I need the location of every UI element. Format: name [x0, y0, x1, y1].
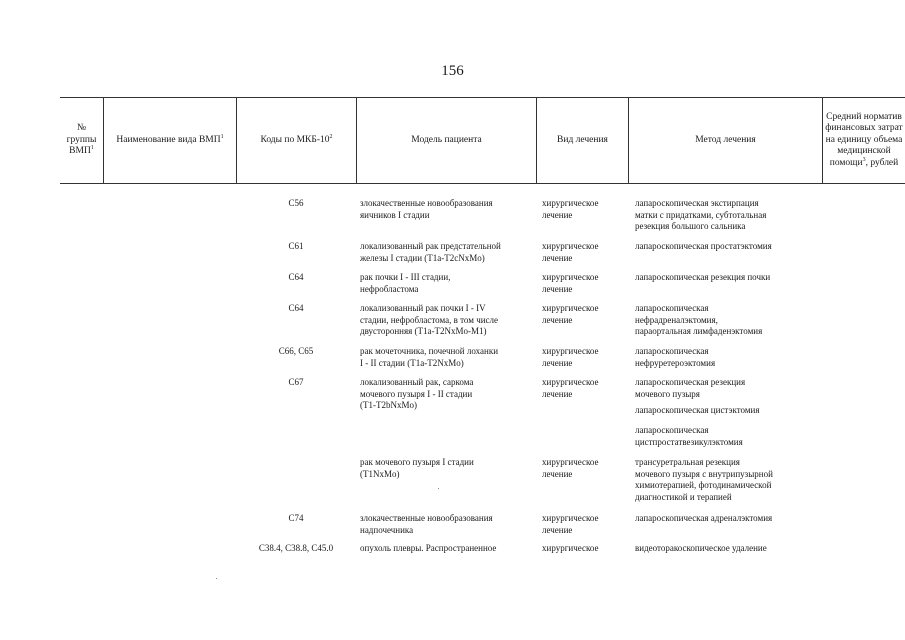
header-icd-codes-label: Коды по МКБ-10	[260, 134, 330, 145]
treatment-type-cell-line: хирургическое	[542, 303, 599, 313]
patient-model-cell	[360, 513, 493, 536]
patient-model-cell-line: стадии, нефробластома, в том числе	[360, 314, 499, 325]
treatment-type-cell-line: хирургическое	[542, 513, 599, 523]
treatment-type-cell-line: хирургическое	[542, 241, 599, 251]
patient-model-cell	[360, 303, 498, 338]
patient-model-cell	[360, 241, 501, 264]
treatment-method-cell-line: диагностикой и терапией	[635, 491, 732, 502]
patient-model-cell-line: нефробластома	[360, 283, 419, 294]
treatment-type-cell-line: хирургическое	[542, 377, 599, 387]
footnote-ref: 1	[220, 133, 224, 140]
header-avg-cost-label: Средний норматив финансовых затрат на единицу объема медицинской помощи	[825, 111, 903, 168]
header-vmp-name	[103, 98, 236, 183]
treatment-method-cell-line: лапароскопическая	[635, 346, 709, 356]
treatment-method-cell-line: лапароскопическая	[635, 303, 709, 313]
treatment-type-cell	[542, 377, 598, 400]
treatment-method-cell-line: лапароскопическая резекция почки	[635, 272, 771, 282]
patient-model-cell-line: рак почки I - III стадии,	[360, 272, 451, 282]
treatment-method-cell	[635, 457, 773, 503]
icd-code-cell: C61	[288, 241, 304, 251]
treatment-method-cell-line: химиотерапией, фотодинамической	[635, 480, 772, 490]
patient-model-cell-line: двусторонняя (T1a-T2NxMo-M1)	[360, 326, 487, 336]
treatment-type-cell	[542, 513, 598, 536]
treatment-type-cell	[542, 346, 598, 369]
treatment-method-cell-line: мочевого пузыря	[635, 388, 700, 399]
patient-model-cell-line: локализованный рак почки I - IV	[360, 303, 486, 313]
footnote-ref: 1	[90, 145, 94, 152]
patient-model-cell-line: яичников I стадии	[360, 209, 430, 220]
header-patient-model-label: Модель пациента	[411, 134, 482, 145]
treatment-method-cell-line: лапароскопическая простатэктомия	[635, 241, 772, 251]
treatment-method-cell	[635, 303, 762, 338]
header-group-no	[60, 98, 103, 183]
footnote-ref: 3	[862, 156, 866, 163]
treatment-method-cell-line: трансуретральная резекция	[635, 457, 740, 467]
scan-speck	[216, 578, 217, 579]
patient-model-cell-line: (T1NxMo)	[360, 468, 400, 479]
header-treatment-type	[536, 98, 628, 183]
header-avg-cost	[822, 98, 905, 183]
treatment-method-cell-line: лапароскопическая экстирпация	[635, 198, 759, 208]
treatment-type-cell-line: лечение	[542, 283, 573, 294]
treatment-type-cell-line: хирургическое	[542, 543, 599, 553]
treatment-method-cell-line: мочевого пузыря с внутрипузырной	[635, 468, 773, 479]
treatment-method-cell	[635, 405, 760, 417]
treatment-type-cell-line: лечение	[542, 252, 573, 263]
treatment-type-cell	[542, 543, 598, 555]
patient-model-cell	[360, 377, 473, 412]
header-patient-model	[356, 98, 536, 183]
patient-model-cell-line: железы I стадии (T1a-T2cNxMo)	[360, 252, 485, 263]
treatment-type-cell-line: лечение	[542, 357, 573, 368]
header-treatment-method-label: Метод лечения	[695, 134, 756, 145]
treatment-method-cell-line: видеоторакоскопическое удаление	[635, 543, 767, 553]
patient-model-cell-line: I - II стадии (T1a-T2NxMo)	[360, 357, 464, 368]
header-treatment-method	[628, 98, 822, 183]
patient-model-cell	[360, 272, 450, 295]
treatment-method-cell-line: нефруретероэктомия	[635, 357, 716, 368]
treatment-method-cell	[635, 241, 772, 253]
treatment-method-cell	[635, 513, 772, 525]
scan-speck	[438, 488, 439, 489]
treatment-method-cell-line: лапароскопическая резекция	[635, 377, 746, 387]
patient-model-cell-line: (T1-T2bNxMo)	[360, 400, 417, 410]
patient-model-cell-line: рак мочевого пузыря I стадии	[360, 457, 474, 467]
header-treatment-type-label: Вид лечения	[557, 134, 608, 145]
icd-code-cell: C64	[288, 303, 304, 313]
icd-code-cell: C56	[288, 198, 304, 208]
header-group-no-label: № группы ВМП	[66, 123, 97, 157]
treatment-method-cell-line: лапароскопическая адреналэктомия	[635, 513, 773, 523]
treatment-type-cell	[542, 457, 598, 480]
patient-model-cell	[360, 543, 496, 555]
patient-model-cell	[360, 346, 498, 369]
table-header	[60, 97, 905, 184]
treatment-type-cell	[542, 303, 598, 326]
treatment-type-cell-line: хирургическое	[542, 198, 599, 208]
treatment-method-cell-line: параортальная лимфаденэктомия	[635, 326, 763, 336]
patient-model-cell-line: мочевого пузыря I - II стадии	[360, 388, 473, 399]
treatment-method-cell	[635, 198, 766, 233]
treatment-method-cell-line: нефрадреналэктомия,	[635, 314, 718, 325]
treatment-type-cell-line: лечение	[542, 388, 573, 399]
treatment-type-cell	[542, 272, 598, 295]
treatment-type-cell	[542, 198, 598, 221]
treatment-type-cell-line: хирургическое	[542, 346, 599, 356]
patient-model-cell-line: локализованный рак, саркома	[360, 377, 474, 387]
patient-model-cell-line: локализованный рак предстательной	[360, 241, 501, 251]
treatment-method-cell	[635, 543, 767, 555]
treatment-type-cell-line: хирургическое	[542, 457, 599, 467]
treatment-method-cell-line: цистпростатвезикулэктомия	[635, 436, 743, 447]
treatment-type-cell	[542, 241, 598, 264]
icd-code-cell: C66, C65	[278, 346, 314, 356]
treatment-type-cell-line: лечение	[542, 468, 573, 479]
treatment-method-cell	[635, 346, 715, 369]
page-number: 156	[441, 63, 464, 79]
patient-model-cell-line: злокачественные новообразования	[360, 513, 493, 523]
icd-code-cell: C64	[288, 272, 304, 282]
patient-model-cell	[360, 198, 493, 221]
treatment-method-cell-line: резекция большого сальника	[635, 221, 746, 231]
patient-model-cell-line: злокачественные новообразования	[360, 198, 493, 208]
treatment-type-cell-line: лечение	[542, 314, 573, 325]
treatment-method-cell-line: лапароскопическая цистэктомия	[635, 405, 760, 415]
patient-model-cell-line: опухоль плевры. Распространенное	[360, 543, 497, 553]
header-icd-codes	[236, 98, 356, 183]
icd-code-cell: C38.4, C38.8, C45.0	[258, 543, 334, 553]
treatment-type-cell-line: лечение	[542, 524, 573, 535]
treatment-method-cell	[635, 425, 743, 448]
treatment-method-cell-line: лапароскопическая	[635, 425, 709, 435]
footnote-ref: 2	[329, 133, 333, 140]
treatment-type-cell-line: хирургическое	[542, 272, 599, 282]
treatment-method-cell-line: матки с придатками, субтотальная	[635, 209, 767, 220]
header-avg-cost-unit: , рублей	[865, 157, 899, 168]
header-vmp-name-label: Наименование вида ВМП	[116, 134, 221, 145]
treatment-type-cell-line: лечение	[542, 209, 573, 220]
icd-code-cell: C74	[288, 513, 304, 523]
treatment-method-cell	[635, 272, 770, 284]
patient-model-cell	[360, 457, 474, 480]
treatment-method-cell	[635, 377, 745, 400]
icd-code-cell: C67	[288, 377, 304, 387]
patient-model-cell-line: надпочечника	[360, 524, 414, 535]
patient-model-cell-line: рак мочеточника, почечной лоханки	[360, 346, 499, 356]
